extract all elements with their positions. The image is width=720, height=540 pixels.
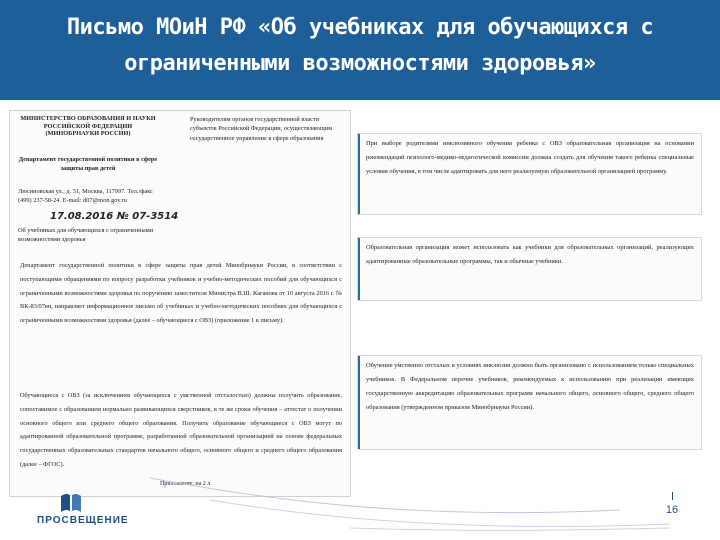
- quote-box: [357, 133, 702, 215]
- page-number-tick: [672, 492, 673, 500]
- quote-text: Образовательная организация может использовать как учебники для образовательных организаций, реализующих адаптированные образовательные программы, так и обычные учебники.: [366, 244, 694, 265]
- letter-department: Департамент государственной политики в сфере защиты прав детей: [18, 156, 158, 173]
- letter-recipients: Руководителям органов государственной власти субъектов Российской Федерации, осуществляющим государственное управление в сфере образования: [190, 116, 333, 142]
- letter-address: Люсиновская ул., д. 51, Москва, 117997. Тел./факс (499) 237-58-24. E-mail: d07@mon.gov.ru: [18, 188, 153, 205]
- prosveshchenie-logo-icon: [59, 492, 83, 514]
- quote-accent-bar: [358, 238, 360, 300]
- quote-box: [357, 355, 702, 450]
- letter-date-number: 17.08.2016 № 07-3514: [50, 211, 179, 222]
- logo-text: ПРОСВЕЩЕНИЕ: [37, 515, 129, 526]
- quote-accent-bar: [358, 134, 360, 214]
- slide-header: [0, 0, 720, 100]
- letter-ministry: МИНИСТЕРСТВО ОБРАЗОВАНИЯ И НАУКИ РОССИЙСКОЙ ФЕДЕРАЦИИ (МИНОБРНАУКИ РОССИИ): [20, 115, 156, 138]
- letter-paragraph-2: Обучающиеся с ОВЗ (за исключением обучающихся с умственной отсталостью) должны получить образование, сопоставимое с образованием нормально развивающихся сверстников, в те же сроки обучения – аттестат о получении основного общего или среднего общего образования. Получить образование обучающиеся с ОВЗ могут по адаптированной образовательной программе, разработанной образовательной организацией на основе федеральных государственных образовательных стандартов начального общего, основного общего и среднего общего образования (далее – ФГОС).: [20, 392, 342, 468]
- quote-text: При выборе родителями инклюзивного обучения ребенка с ОВЗ образовательная организация на основании рекомендаций психолого-медико-педагогической комиссии должна создать для обучения такого ребенка специальные условия обучения, в том числе адаптировать для него реализуемую образовательной организацией программу.: [366, 140, 694, 175]
- letter-subject: Об учебниках для обучающихся с ограниченными возможностями здоровья: [18, 227, 154, 244]
- letter-scan: [9, 110, 351, 497]
- quote-text: Обучение умственно отсталых в условиях инклюзии должно быть организовано с использованием только специальных учебников. В Федеральном перечне учебников, рекомендуемых к использованию при реализации имеющих государственную аккредитацию образовательных программ начального общего, основного общего, среднего общего образования (утвержденном приказом Минобрнауки России).: [366, 362, 694, 411]
- decorative-swoosh-icon: [150, 470, 710, 540]
- quote-accent-bar: [358, 356, 360, 449]
- slide-title: Письмо МОиН РФ «Об учебниках для обучающихся с ограниченными возможностями здоровья»: [66, 15, 654, 76]
- letter-paragraph-1: Департамент государственной политики в сфере защиты прав детей Минобрнауки России, в соответствии с поступающими обращениями по вопросу разработки учебников и учебно-методических пособий для обучающихся с ограниченными возможностями здоровья по поручению заместителя Министра В.Ш. Каганова от 10 августа 2016 г. № ВК-83/07вн, направляет информационное письмо об учебниках и учебно-методических пособиях для обучающихся с ограниченными возможностями здоровья (далее – обучающиеся с ОВЗ) (приложение 1 к письму).: [20, 262, 342, 325]
- letter-footer: Приложение: на 2 л.: [160, 481, 212, 487]
- page-number: 16: [665, 504, 679, 516]
- quote-box: [357, 237, 702, 301]
